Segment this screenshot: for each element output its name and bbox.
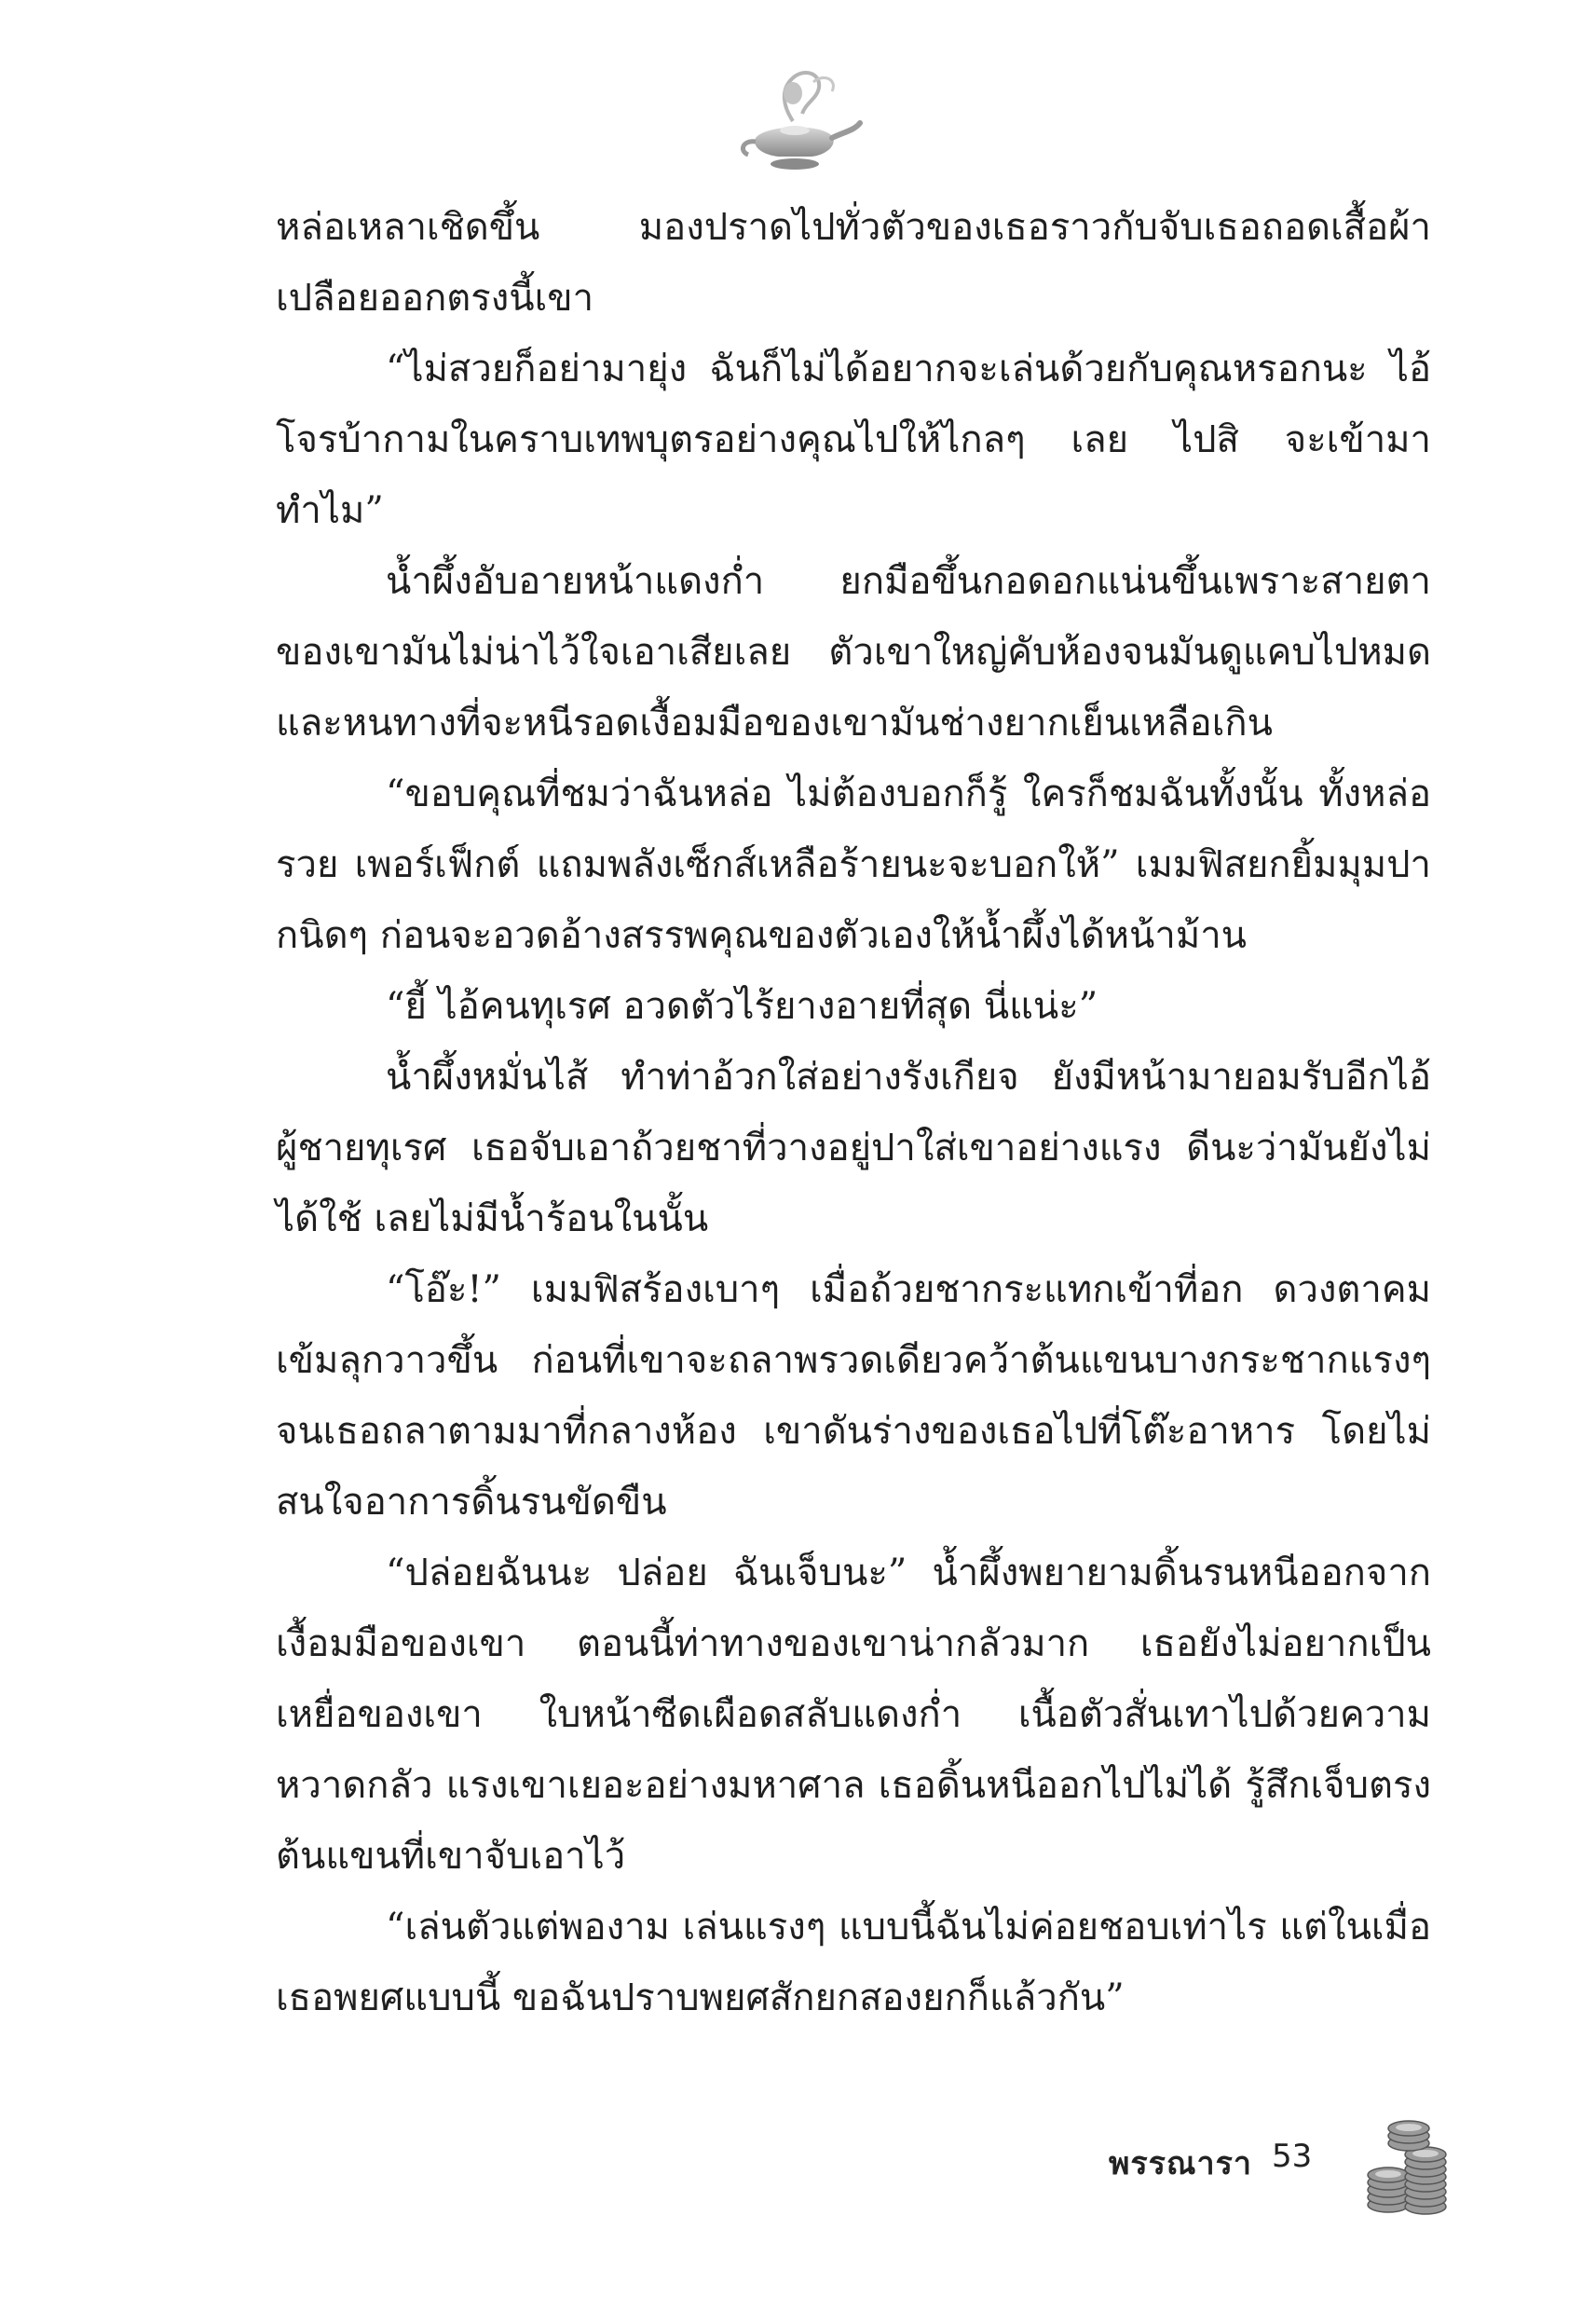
paragraph-4: “ขอบคุณที่ชมว่าฉันหล่อ ไม่ต้องบอกก็รู้ ใครก็ชมฉันทั้งนั้น ทั้งหล่อรวย เพอร์เฟ็กต์ แถมพลังเซ็กส์เหลือร้ายนะจะบอกให้” เมมฟิสยกยิ้มมุมปากนิดๆ ก่อนจะอวดอ้างสรรพคุณของตัวเองให้น้ำผึ้งได้หน้าม้าน (276, 773, 1431, 957)
paragraph-7: “โอ๊ะ!” เมมฟิสร้องเบาๆ เมื่อถ้วยชากระแทกเข้าที่อก ดวงตาคมเข้มลุกวาวขึ้น ก่อนที่เขาจะถลาพรวดเดียวคว้าต้นแขนบางกระชากแรงๆ จนเธอถลาตามมาที่กลางห้อง เขาดันร่างของเธอไปที่โต๊ะอาหาร โดยไม่สนใจอาการดิ้นรนขัดขืน (276, 1268, 1431, 1524)
page-footer (0, 2115, 1596, 2218)
paragraph-6: น้ำผึ้งหมั่นไส้ ทำท่าอ้วกใส่อย่างรังเกียจ ยังมีหน้ามายอมรับอีกไอ้ผู้ชายทุเรศ เธอจับเอาถ้วยชาที่วางอยู่ปาใส่เขาอย่างแรง ดีนะว่ามันยังไม่ได้ใช้ เลยไม่มีน้ำร้อนในนั้น (276, 1056, 1431, 1240)
paragraph-3: น้ำผึ้งอับอายหน้าแดงก่ำ ยกมือขึ้นกอดอกแน่นขึ้นเพราะสายตาของเขามันไม่น่าไว้ใจเอาเสียเลย ตัวเขาใหญ่คับห้องจนมันดูแคบไปหมด และหนทางที่จะหนีรอดเงื้อมมือของเขามันช่างยากเย็นเหลือเกิน (276, 560, 1431, 745)
paragraph-2: “ไม่สวยก็อย่ามายุ่ง ฉันก็ไม่ได้อยากจะเล่นด้วยกับคุณหรอกนะ ไอ้โจรบ้ากามในคราบเทพบุตรอย่างคุณไปให้ไกลๆ เลย ไปสิ จะเข้ามาทำไม” (276, 348, 1431, 532)
paragraph-8: “ปล่อยฉันนะ ปล่อย ฉันเจ็บนะ” น้ำผึ้งพยายามดิ้นรนหนีออกจากเงื้อมมือของเขา ตอนนี้ท่าทางของเขาน่ากลัวมาก เธอยังไม่อยากเป็นเหยื่อของเขา ใบหน้าซีดเผือดสลับแดงก่ำ เนื้อตัวสั่นเทาไปด้วยความหวาดกลัว แรงเขาเยอะอย่างมหาศาล เธอดิ้นหนีออกไปไม่ได้ รู้สึกเจ็บตรงต้นแขนที่เขาจับเอาไว้ (276, 1552, 1431, 1878)
running-head: พรรณารา (1109, 2145, 1252, 2182)
coin-stack-icon (1360, 2115, 1463, 2218)
paragraph-1: หล่อเหลาเชิดขึ้น มองปราดไปทั่วตัวของเธอราวกับจับเธอถอดเสื้อผ้าเปลือยออกตรงนี้เขา (276, 206, 1431, 320)
paragraph-5: “ยี้ ไอ้คนทุเรศ อวดตัวไร้ยางอายที่สุด นี่แน่ะ” (386, 985, 1098, 1028)
page-number: 53 (1272, 2138, 1313, 2175)
paragraph-9: “เล่นตัวแต่พองาม เล่นแรงๆ แบบนี้ฉันไม่ค่อยชอบเท่าไร แต่ในเมื่อเธอพยศแบบนี้ ขอฉันปราบพยศสักยกสองยกก็แล้วกัน” (276, 1906, 1431, 2019)
body-text (276, 192, 1431, 2033)
magic-lamp-icon (728, 65, 867, 186)
